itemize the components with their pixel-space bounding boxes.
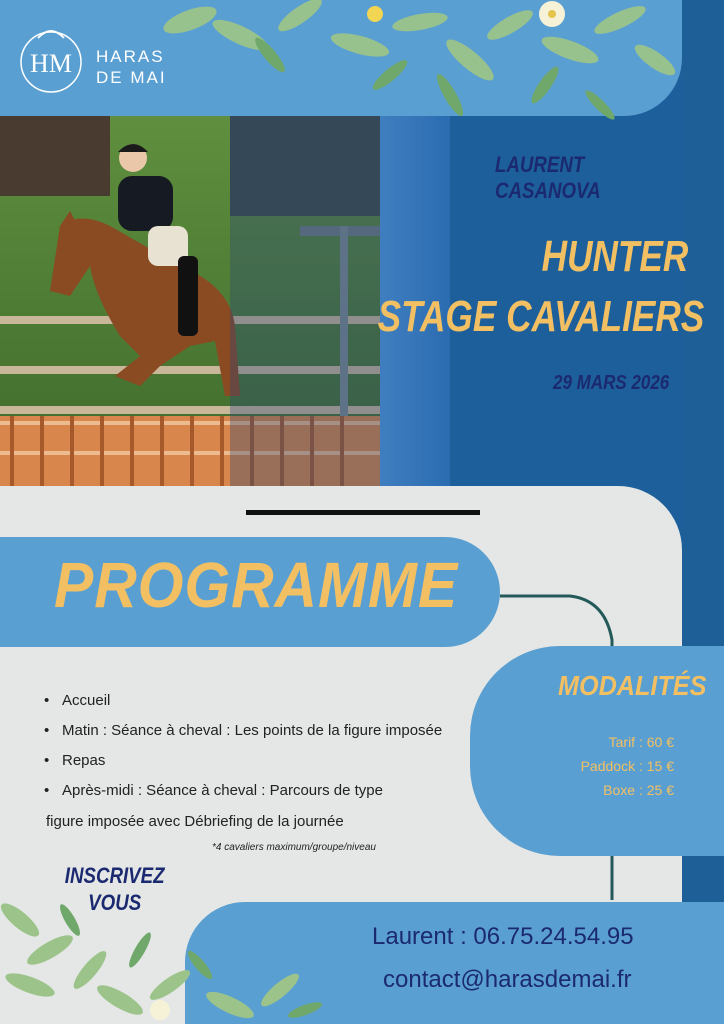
capacity-note: *4 cavaliers maximum/groupe/niveau	[212, 842, 376, 853]
horse-jumping-photo	[0, 116, 380, 486]
logo-emblem	[16, 24, 86, 94]
programme-list	[44, 690, 464, 810]
photo-overlay	[230, 116, 380, 486]
section-divider	[246, 510, 480, 515]
programme-item: • Matin : Séance à cheval : Les points de la figure imposée	[44, 720, 464, 741]
brand-name	[96, 46, 167, 88]
event-title-line1: HUNTER	[541, 232, 688, 281]
bottom-foliage-decoration	[0, 890, 330, 1024]
brand-name-line2: DE MAI	[96, 68, 167, 87]
logo-monogram: HM	[30, 49, 72, 78]
contact-phone[interactable]: Laurent : 06.75.24.54.95	[372, 923, 634, 950]
brand-name-line1: HARAS	[96, 47, 165, 66]
programme-item: • Après-midi : Séance à cheval : Parcours de type	[44, 780, 464, 801]
instructor-name: LAURENT CASANOVA	[495, 152, 601, 203]
top-foliage-decoration	[150, 0, 682, 130]
programme-item-continuation: figure imposée avec Débriefing de la journée	[46, 813, 344, 830]
contact-email-link[interactable]: contact@harasdemai.fr	[383, 966, 632, 993]
cta-line1: INSCRIVEZ	[64, 863, 165, 888]
modalites-title: MODALITÉS	[558, 670, 707, 701]
programme-item: • Repas	[44, 750, 464, 771]
event-title-line2: STAGE CAVALIERS	[377, 292, 704, 341]
programme-item: • Accueil	[44, 690, 464, 711]
price-tarif: Tarif : 60 €	[608, 734, 674, 750]
programme-title: PROGRAMME	[54, 549, 459, 621]
cta-line2: VOUS	[88, 890, 142, 915]
price-paddock: Paddock : 15 €	[580, 758, 674, 774]
event-date: 29 MARS 2026	[553, 372, 670, 394]
price-boxe: Boxe : 25 €	[603, 782, 674, 798]
